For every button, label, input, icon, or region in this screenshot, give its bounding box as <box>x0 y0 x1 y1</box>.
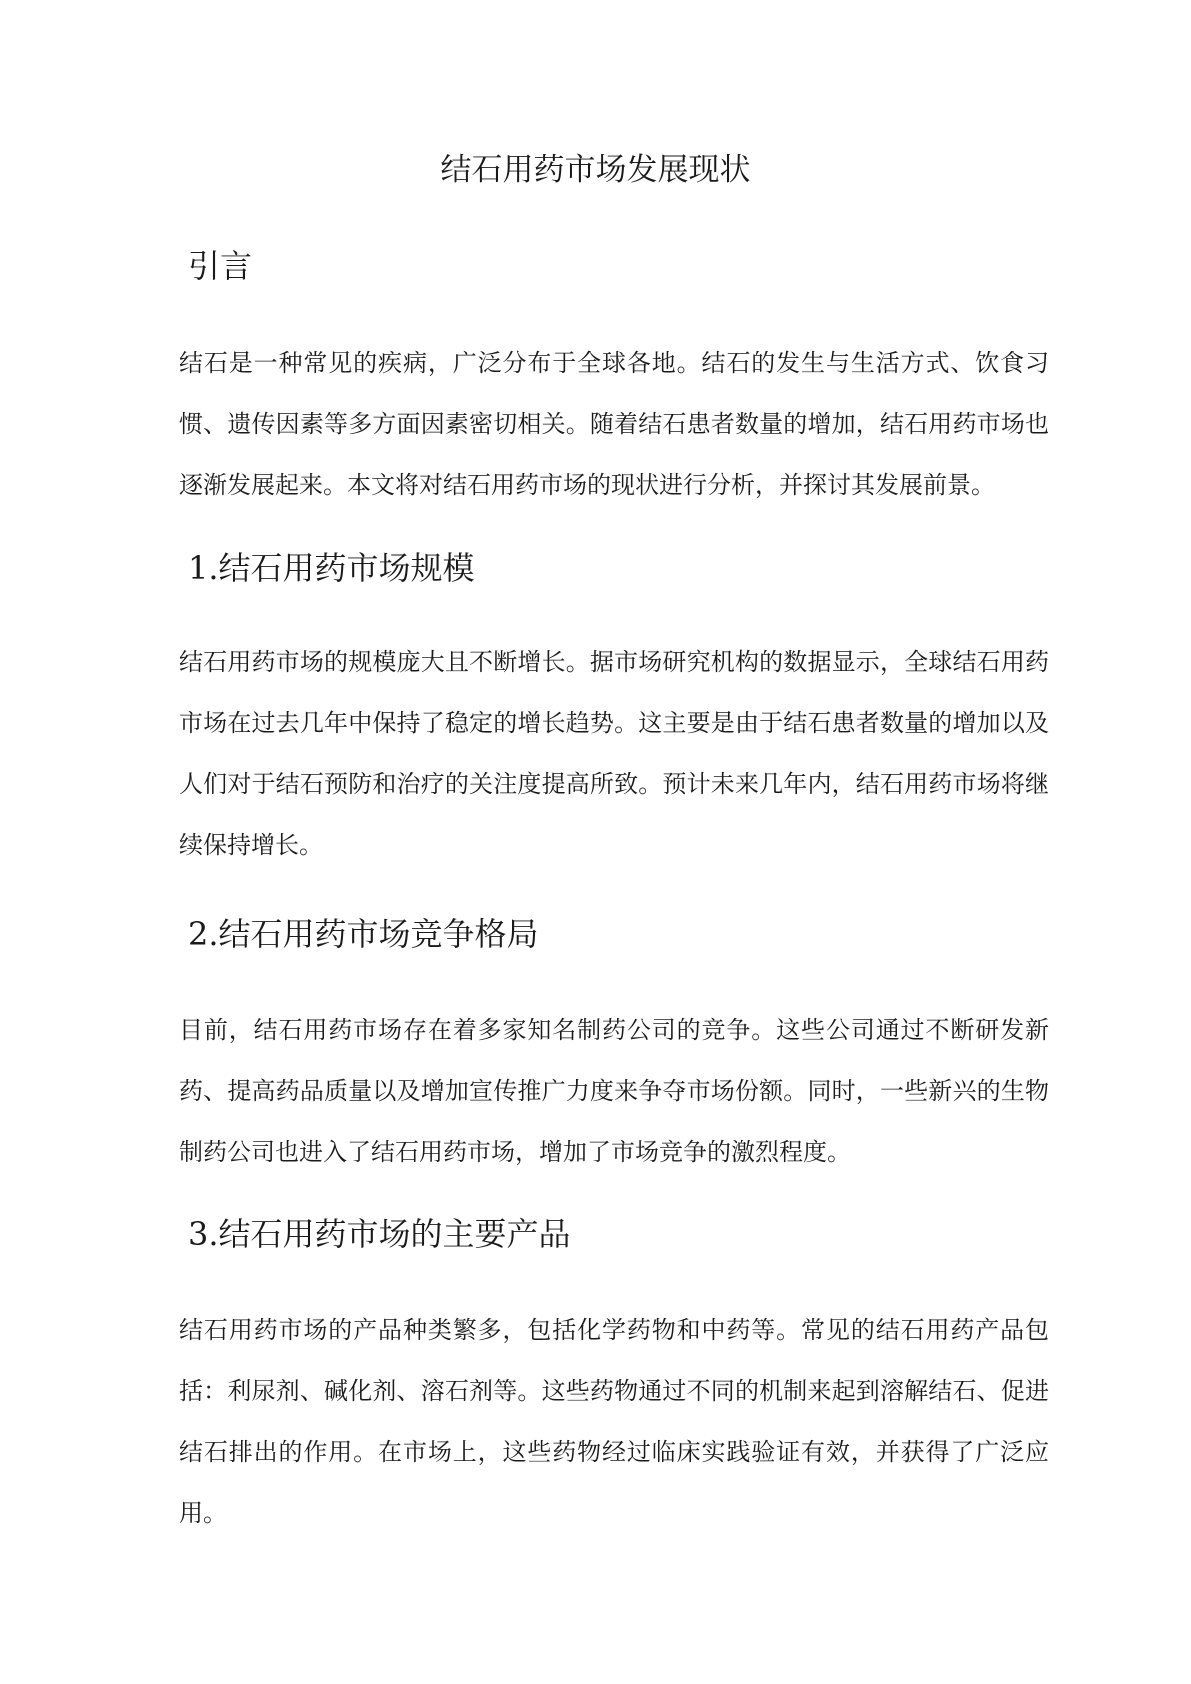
section-paragraph-market-size: 结石用药市场的规模庞大且不断增长。据市场研究机构的数据显示，全球结石用药市场在过去几年中保持了稳定的增长趋势。这主要是由于结石患者数量的增加以及人们对于结石预防和治疗的关注度提高所致。预计未来几年内，结石用药市场将继续保持增长。 <box>179 648 1049 859</box>
section-paragraph-intro: 结石是一种常见的疾病，广泛分布于全球各地。结石的发生与生活方式、饮食习惯、遗传因素等多方面因素密切相关。随着结石患者数量的增加，结石用药市场也逐渐发展起来。本文将对结石用药市场的现状进行分析，并探讨其发展前景。 <box>179 349 1049 499</box>
section-paragraph-competition: 目前，结石用药市场存在着多家知名制药公司的竞争。这些公司通过不断研发新药、提高药品质量以及增加宣传推广力度来争夺市场份额。同时，一些新兴的生物制药公司也进入了结石用药市场，增加了市场竞争的激烈程度。 <box>179 1016 1049 1166</box>
document-title: 结石用药市场发展现状 <box>440 152 751 188</box>
section-heading-competition: 2.结石用药市场竞争格局 <box>188 915 539 953</box>
section-heading-products: 3.结石用药市场的主要产品 <box>188 1215 571 1253</box>
section-paragraph-products: 结石用药市场的产品种类繁多，包括化学药物和中药等。常见的结石用药产品包括：利尿剂、碱化剂、溶石剂等。这些药物通过不同的机制来起到溶解结石、促进结石排出的作用。在市场上，这些药物经过临床实践验证有效，并获得了广泛应用。 <box>179 1316 1049 1527</box>
section-heading-market-size: 1.结石用药市场规模 <box>188 549 475 587</box>
section-heading-intro: 引言 <box>188 247 253 285</box>
